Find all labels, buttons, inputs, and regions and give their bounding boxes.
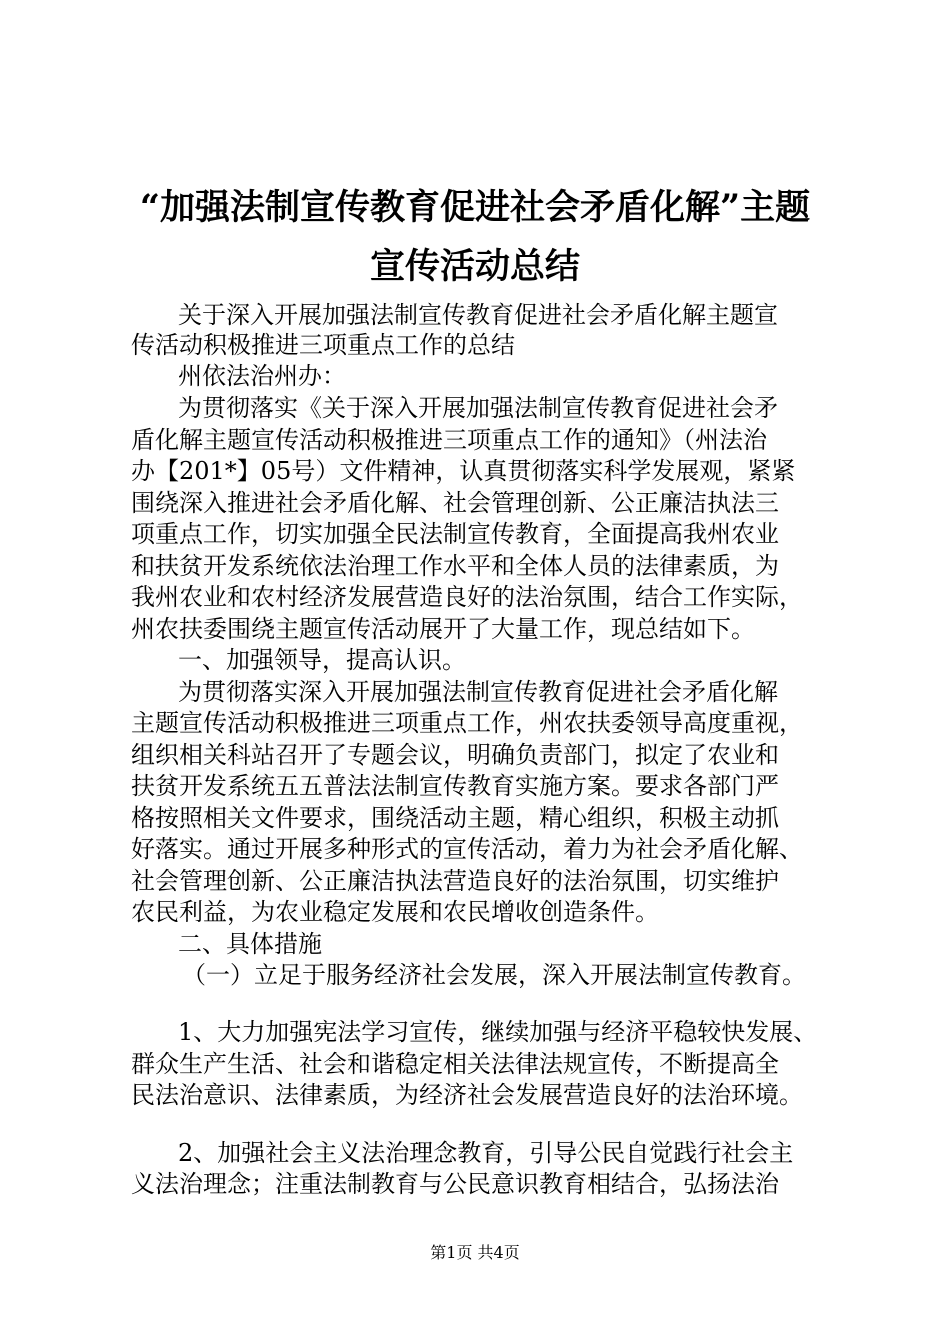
body-line: 传活动积极推进三项重点工作的总结: [131, 331, 515, 359]
body-line: 义法治理念；注重法制教育与公民意识教育相结合，弘扬法治: [131, 1170, 779, 1198]
body-line: 项重点工作，切实加强全民法制宣传教育，全面提高我州农业: [131, 520, 779, 548]
body-line: 扶贫开发系统五五普法法制宣传教育实施方案。要求各部门严: [131, 772, 779, 800]
body-line: 我州农业和农村经济发展营造良好的法治氛围，结合工作实际，: [131, 583, 803, 611]
subsection-heading: （一）立足于服务经济社会发展，深入开展法制宣传教育。: [182, 961, 806, 989]
body-line: 围绕深入推进社会矛盾化解、社会管理创新、公正廉洁执法三: [131, 489, 779, 517]
body-line: 州农扶委围绕主题宣传活动展开了大量工作，现总结如下。: [131, 615, 755, 643]
body-line: 群众生产生活、社会和谐稳定相关法律法规宣传，不断提高全: [131, 1050, 779, 1078]
body-line: 农民利益，为农业稳定发展和农民增收创造条件。: [131, 898, 659, 926]
body-line: 好落实。通过开展多种形式的宣传活动，着力为社会矛盾化解、: [131, 835, 803, 863]
body-line: 和扶贫开发系统依法治理工作水平和全体人员的法律素质，为: [131, 552, 779, 580]
body-line: 格按照相关文件要求，围绕活动主题，精心组织，积极主动抓: [131, 804, 779, 832]
body-line: 2、加强社会主义法治理念教育，引导公民自觉践行社会主: [178, 1139, 794, 1167]
body-line: 组织相关科站召开了专题会议，明确负责部门，拟定了农业和: [131, 741, 779, 769]
section-heading: 二、具体措施: [178, 930, 322, 958]
body-line: 社会管理创新、公正廉洁执法营造良好的法治氛围，切实维护: [131, 867, 779, 895]
body-line: 为贯彻落实《关于深入开展加强法制宣传教育促进社会矛: [178, 394, 778, 422]
body-line: 盾化解主题宣传活动积极推进三项重点工作的通知》（州法治: [131, 426, 767, 454]
body-line: 关于深入开展加强法制宣传教育促进社会矛盾化解主题宣: [178, 301, 778, 329]
body-line: 民法治意识、法律素质，为经济社会发展营造良好的法治环境。: [131, 1081, 803, 1109]
document-title-line-1: “加强法制宣传教育促进社会矛盾化解”主题: [139, 187, 811, 228]
body-line: 为贯彻落实深入开展加强法制宣传教育促进社会矛盾化解: [178, 678, 778, 706]
body-line: 主题宣传活动积极推进三项重点工作，州农扶委领导高度重视，: [131, 709, 803, 737]
section-heading: 一、加强领导，提高认识。: [178, 646, 466, 674]
page-number-footer: 第1页 共4页: [430, 1243, 520, 1262]
body-line: 办【201*】05号）文件精神，认真贯彻落实科学发展观，紧紧: [131, 457, 796, 485]
body-line: 州依法治州办：: [178, 362, 346, 390]
document-title-line-2: 宣传活动总结: [369, 246, 580, 287]
body-line: 1、大力加强宪法学习宣传，继续加强与经济平稳较快发展、: [178, 1018, 818, 1046]
